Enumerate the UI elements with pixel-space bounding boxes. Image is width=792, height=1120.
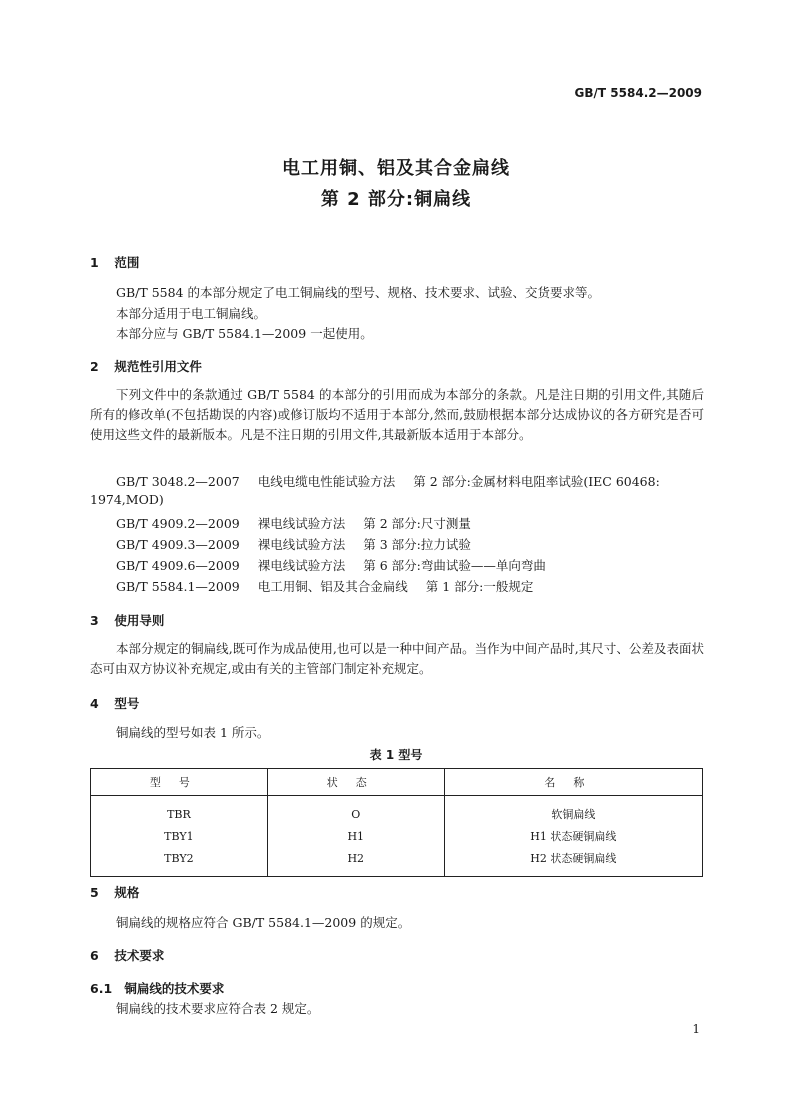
section-heading-3: [90, 611, 164, 629]
reference-part: 第 2 部分:金属材料电阻率试验(IEC 60468:: [413, 474, 660, 489]
paragraph: GB/T 5584 的本部分规定了电工铜扁线的型号、规格、技术要求、试验、交货要求等。: [116, 285, 600, 300]
reference-item: [116, 472, 674, 490]
table-cell: TBR: [91, 796, 268, 826]
section-title: 技术要求: [114, 948, 165, 963]
reference-name: 裸电线试验方法: [257, 558, 346, 573]
reference-name: 裸电线试验方法: [257, 516, 346, 531]
reference-item: [116, 514, 485, 532]
table-cell: H1 状态硬铜扁线: [444, 825, 702, 847]
paragraph: 本部分规定的铜扁线,既可作为成品使用,也可以是一种中间产品。当作为中间产品时,其尺寸、公差及表面状态可由双方协议补充规定,或由有关的主管部门制定补充规定。: [90, 641, 704, 676]
table-header-row: [91, 769, 703, 796]
section-number: 6: [90, 948, 99, 963]
section-heading-4: [90, 694, 139, 712]
model-table: [90, 768, 703, 877]
document-subtitle: 第 2 部分:铜扁线: [320, 189, 472, 210]
table-caption: 表 1 型号: [369, 748, 423, 762]
section-number: 3: [90, 613, 99, 628]
paragraph: 铜扁线的型号如表 1 所示。: [116, 725, 270, 740]
reference-code: GB/T 4909.3—2009: [116, 537, 240, 552]
section-heading-2: [90, 357, 202, 375]
paragraph: 本部分适用于电工铜扁线。: [116, 306, 267, 321]
reference-part: 第 6 部分:弯曲试验——单向弯曲: [363, 558, 546, 573]
reference-item: [116, 535, 485, 553]
page-number: 1: [692, 1022, 700, 1036]
table-cell: 软铜扁线: [444, 796, 702, 826]
column-header: 型号: [91, 769, 268, 796]
reference-code: GB/T 3048.2—2007: [116, 474, 240, 489]
section-heading-6: [90, 946, 164, 964]
section-number: 4: [90, 696, 99, 711]
reference-code: GB/T 5584.1—2009: [116, 579, 240, 594]
paragraph: 铜扁线的规格应符合 GB/T 5584.1—2009 的规定。: [116, 915, 411, 930]
table-row: [91, 796, 703, 826]
table-row: [91, 825, 703, 847]
reference-item: [116, 556, 560, 574]
table-cell: O: [267, 796, 444, 826]
section-title: 型号: [114, 696, 140, 711]
section-number: 5: [90, 885, 99, 900]
section-title: 规范性引用文件: [114, 359, 202, 374]
table-cell: TBY2: [91, 847, 268, 877]
section-title: 范围: [114, 255, 140, 270]
reference-name: 电工用铜、铝及其合金扁线: [257, 579, 408, 594]
subsection-heading-6-1: [90, 979, 224, 997]
subsection-title: 铜扁线的技术要求: [124, 981, 225, 996]
section-heading-5: [90, 883, 139, 901]
table-cell: H1: [267, 825, 444, 847]
reference-part: 第 1 部分:一般规定: [425, 579, 534, 594]
reference-continuation: 1974,MOD): [90, 492, 164, 507]
table-cell: H2 状态硬铜扁线: [444, 847, 702, 877]
table-cell: H2: [267, 847, 444, 877]
subsection-number: 6.1: [90, 981, 113, 996]
table-cell: TBY1: [91, 825, 268, 847]
table-row: [91, 847, 703, 877]
column-header: 名称: [444, 769, 702, 796]
document-title: 电工用铜、铝及其合金扁线: [282, 158, 510, 179]
reference-name: 裸电线试验方法: [257, 537, 346, 552]
reference-name: 电线电缆电性能试验方法: [257, 474, 396, 489]
column-header: 状态: [267, 769, 444, 796]
standard-code: GB/T 5584.2—2009: [574, 86, 702, 100]
reference-part: 第 3 部分:拉力试验: [363, 537, 471, 552]
section-number: 2: [90, 359, 99, 374]
section-title: 规格: [114, 885, 140, 900]
reference-code: GB/T 4909.6—2009: [116, 558, 240, 573]
reference-item: [116, 577, 547, 595]
reference-code: GB/T 4909.2—2009: [116, 516, 240, 531]
section-number: 1: [90, 255, 99, 270]
section-heading-1: [90, 253, 139, 271]
paragraph: 铜扁线的技术要求应符合表 2 规定。: [116, 1001, 320, 1016]
section-title: 使用导则: [114, 613, 165, 628]
reference-part: 第 2 部分:尺寸测量: [363, 516, 471, 531]
references-intro: 下列文件中的条款通过 GB/T 5584 的本部分的引用而成为本部分的条款。凡是注日期的引用文件,其随后所有的修改单(不包括勘误的内容)或修订版均不适用于本部分,然而,鼓励根据本部分达成协议的各方研究是否可使用这些文件的最新版本。凡是不注日期的引用文件,其最新版本适用于本部分。: [90, 387, 704, 442]
paragraph: 本部分应与 GB/T 5584.1—2009 一起使用。: [116, 326, 373, 341]
